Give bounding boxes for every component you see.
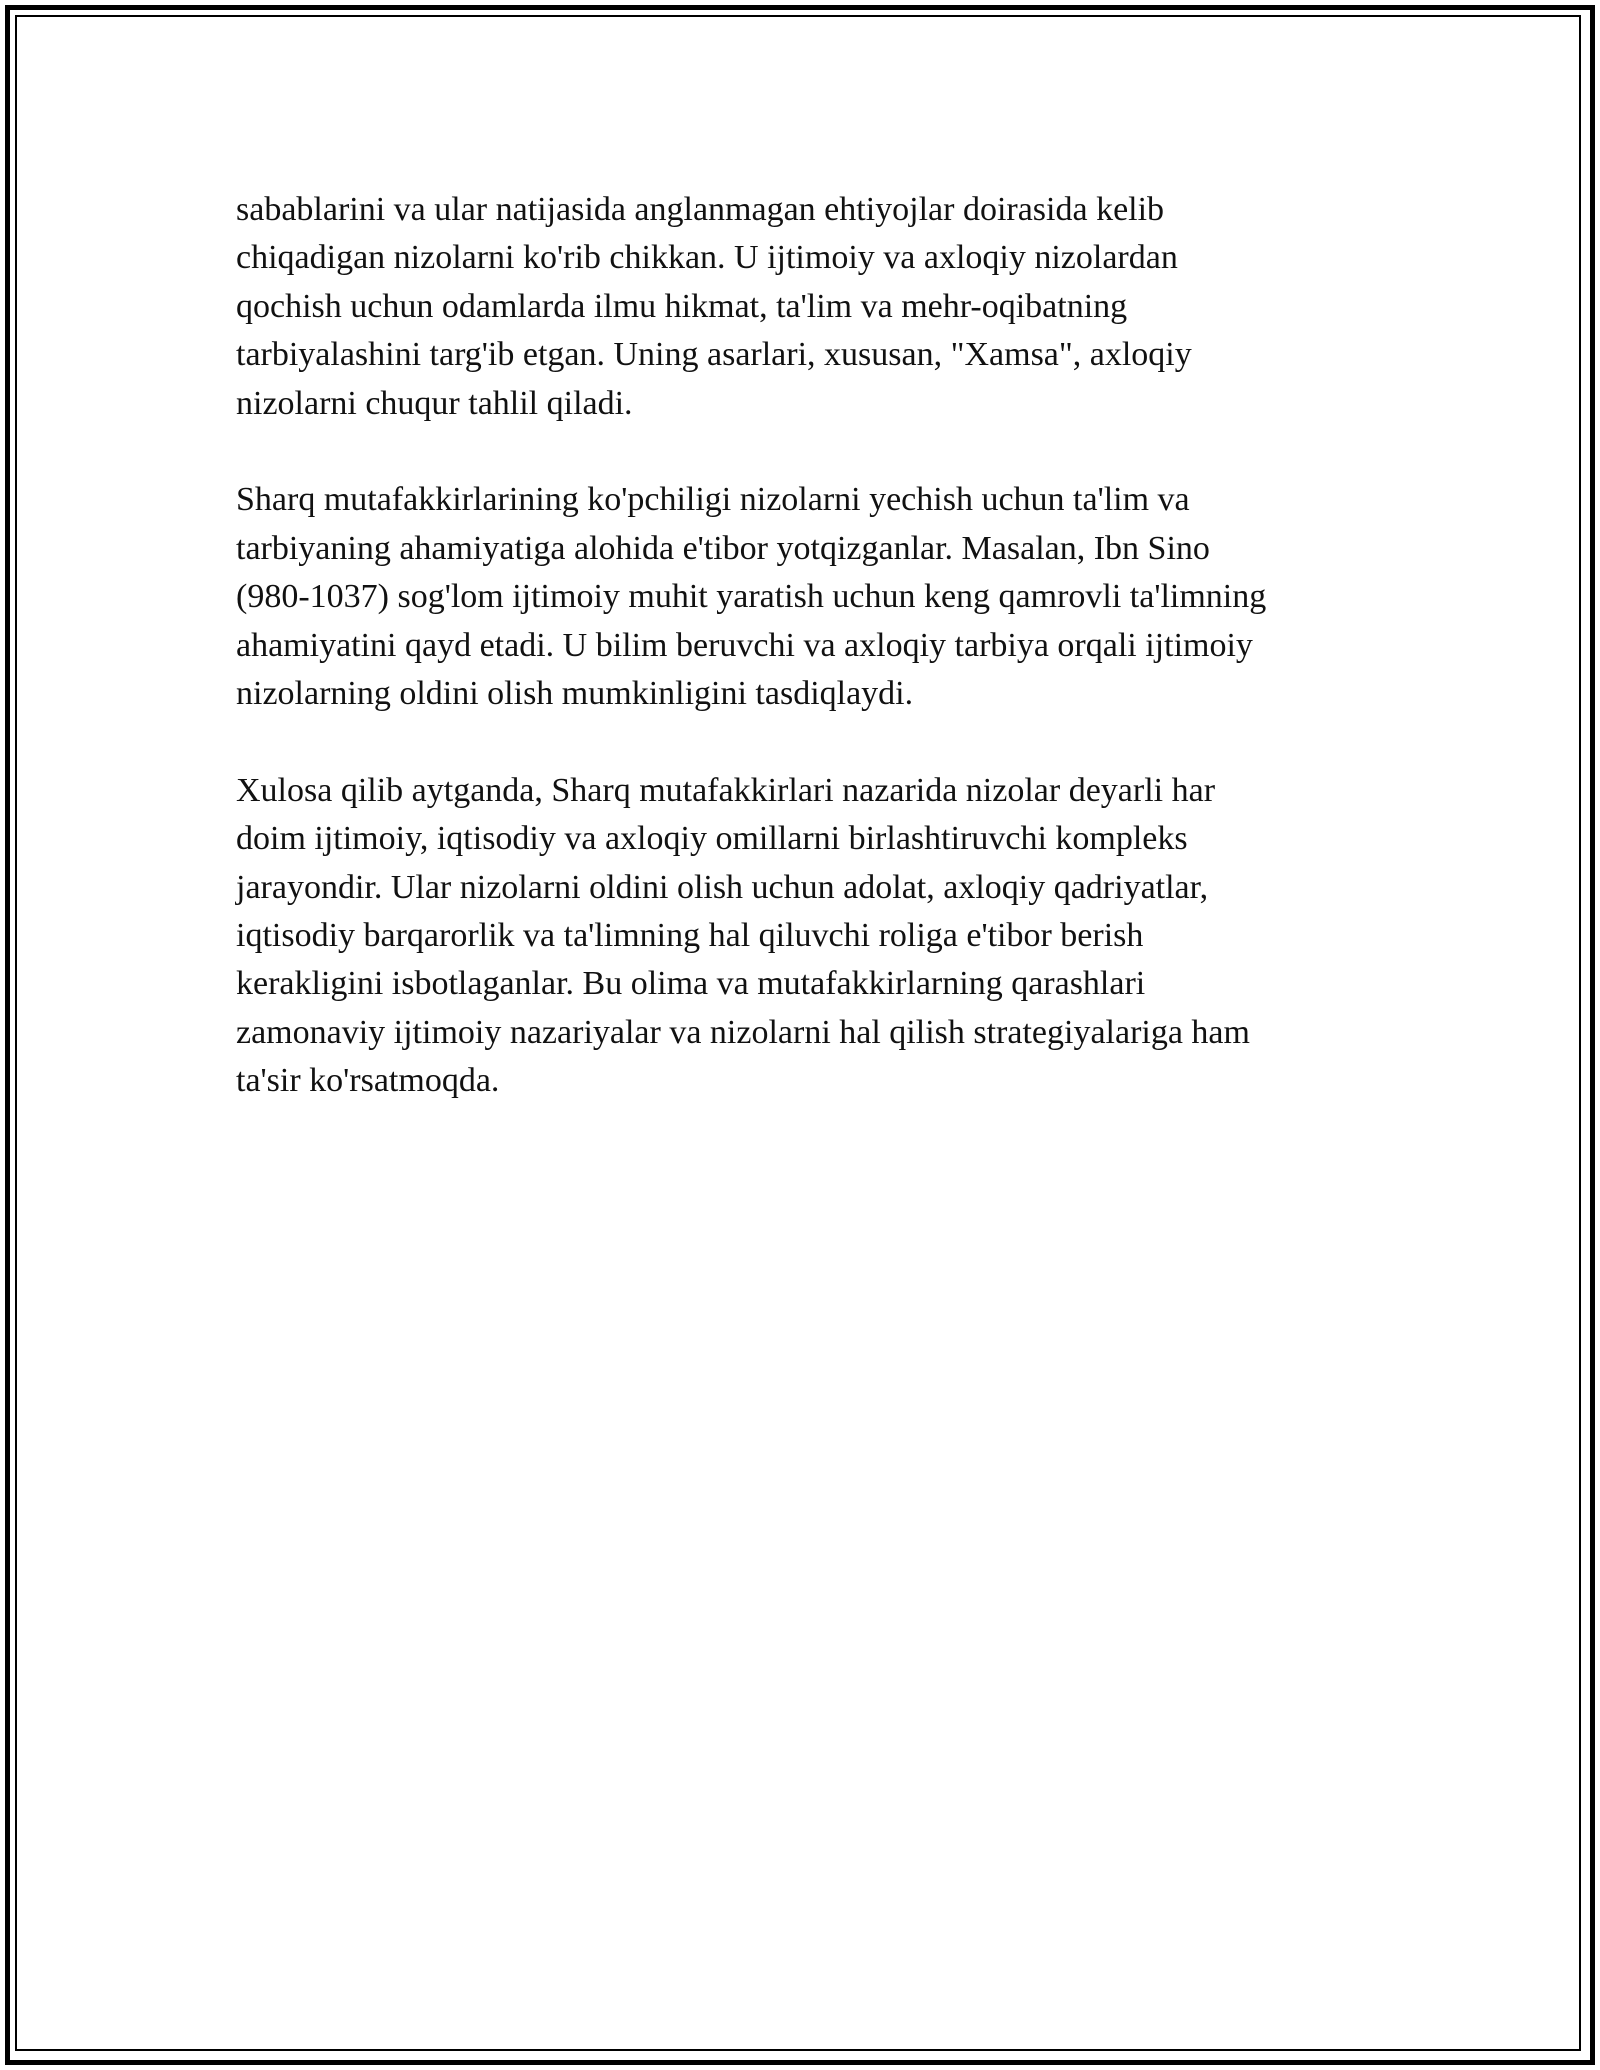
paragraph-line: chiqadigan nizolarni ko'rib chikkan. U ijtimoiy va axloqiy nizolardan: [236, 239, 1178, 277]
paragraph-line: jarayondir. Ular nizolarni oldini olish uchun adolat, axloqiy qadriyatlar,: [236, 868, 1209, 906]
paragraph-line: tarbiyaning ahamiyatiga alohida e'tibor yotqizganlar. Masalan, Ibn Sino: [236, 529, 1210, 567]
paragraph-line: (980-1037) sog'lom ijtimoiy muhit yaratish uchun keng qamrovli ta'limning: [236, 578, 1267, 616]
paragraph-line: nizolarni chuqur tahlil qiladi.: [236, 384, 633, 422]
document-body: [236, 186, 1366, 1106]
paragraph-line: kerakligini isbotlaganlar. Bu olima va mutafakkirlarning qarashlari: [236, 965, 1146, 1003]
paragraph-line: sabablarini va ular natijasida anglanmagan ehtiyojlar doirasida kelib: [236, 191, 1165, 228]
paragraph-line: iqtisodiy barqarorlik va ta'limning hal qiluvchi roliga e'tibor berish: [236, 917, 1144, 955]
paragraph-line: ahamiyatini qayd etadi. U bilim beruvchi va axloqiy tarbiya orqali ijtimoiy: [236, 626, 1253, 664]
paragraph-2: [236, 476, 1366, 718]
paragraph-line: zamonaviy ijtimoiy nazariyalar va nizolarni hal qilish strategiyalariga ham: [236, 1013, 1250, 1051]
paragraph-line: Sharq mutafakkirlarining ko'pchiligi nizolarni yechish uchun ta'lim va: [236, 481, 1190, 519]
paragraph-line: tarbiyalashini targ'ib etgan. Uning asarlari, xususan, "Xamsa", axloqiy: [236, 336, 1192, 374]
paragraph-line: Xulosa qilib aytganda, Sharq mutafakkirlari nazarida nizolar deyarli har: [236, 771, 1216, 809]
paragraph-line: nizolarning oldini olish mumkinligini tasdiqlaydi.: [236, 675, 914, 713]
paragraph-3: [236, 767, 1366, 1106]
paragraph-line: doim ijtimoiy, iqtisodiy va axloqiy omillarni birlashtiruvchi kompleks: [236, 820, 1188, 858]
paragraph-1: [236, 186, 1366, 428]
paragraph-line: ta'sir ko'rsatmoqda.: [236, 1062, 500, 1100]
paragraph-line: qochish uchun odamlarda ilmu hikmat, ta'lim va mehr-oqibatning: [236, 287, 1128, 325]
